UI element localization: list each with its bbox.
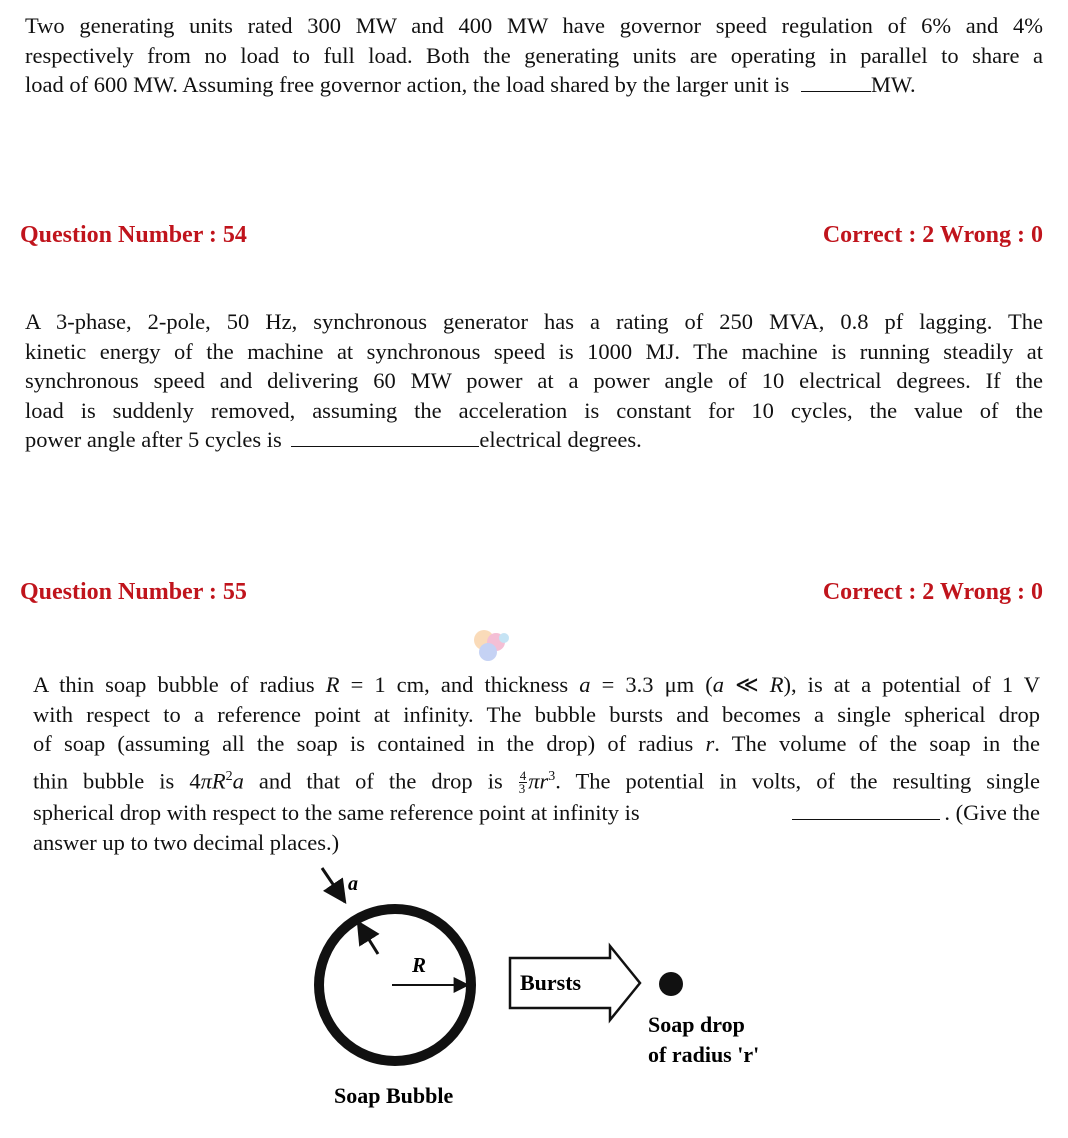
q53-line: Two generating units rated 300 MW and 400 MW have governor speed regulation of 6% and 4% [25,13,1043,38]
q55-line: of soap (assuming all the soap is contained in the drop) of radius r. The volume of the soap in the [33,731,1041,756]
score-info: Correct : 2 Wrong : 0 [822,579,1043,605]
q55-line: thin bubble is $4\pi R^2a$ and that of the drop is $\frac{4}{3}$ $\pi r^3$. The potential in volts, of the resulting single [33,768,1040,797]
label-R: R [412,953,427,977]
question-header-55 [20,579,1043,606]
question-number: Question Number : 55 [20,579,247,605]
question-number: Question Number : 54 [20,222,247,248]
q54-line: synchronous speed and delivering 60 MW power at a power angle of 10 electrical degrees. If the [25,368,1043,393]
fraction-four-thirds: $\frac{4}{3}$ [518,768,527,797]
q53-text [25,11,1043,100]
thickness-arrow-outer [322,868,345,902]
thickness-arrow-inner [358,922,378,954]
label-a: a [348,873,358,895]
drop-label-2: of radius 'r' [648,1042,760,1067]
answer-blank [801,90,871,92]
q54-line: load is suddenly removed, assuming the acceleration is constant for 10 cycles, the value of the [25,397,1043,423]
q53-line: load of 600 MW. Assuming free governor action, the load shared by the larger unit is MW. [25,72,916,97]
bubble-label: Soap Bubble [334,1083,454,1108]
q54-text [25,307,1043,455]
q55-line: with respect to a reference point at infinity. The bubble bursts and becomes a single spherical drop [33,701,1040,727]
q53-line: respectively from no load to full load. Both the generating units are operating in parallel to share a [25,42,1043,68]
bursts-label: Bursts [520,970,582,995]
q55-line: spherical drop with respect to the same reference point at infinity is . (Give the [33,800,1040,825]
q55-text [33,670,1040,857]
q54-line: power angle after 5 cycles is electrical degrees. [25,427,642,452]
soap-drop [659,972,683,996]
q55-line: answer up to two decimal places.) [33,829,340,855]
drop-label-1: Soap drop [648,1012,745,1037]
question-header-54 [20,222,1043,249]
answer-blank [291,445,479,447]
q54-line: kinetic energy of the machine at synchronous speed is 1000 MJ. The machine is running steadily at [25,338,1043,364]
q55-line: A thin soap bubble of radius R = 1 cm, and thickness a = 3.3 μm (a ≪ R), is at a potential of 1 V [33,672,1040,697]
watermark-logo [466,624,516,668]
score-info: Correct : 2 Wrong : 0 [822,222,1043,248]
answer-blank [792,818,940,820]
soap-bubble-diagram [300,860,800,1120]
q54-line: A 3-phase, 2-pole, 50 Hz, synchronous generator has a rating of 250 MVA, 0.8 pf lagging. The [25,309,1043,334]
